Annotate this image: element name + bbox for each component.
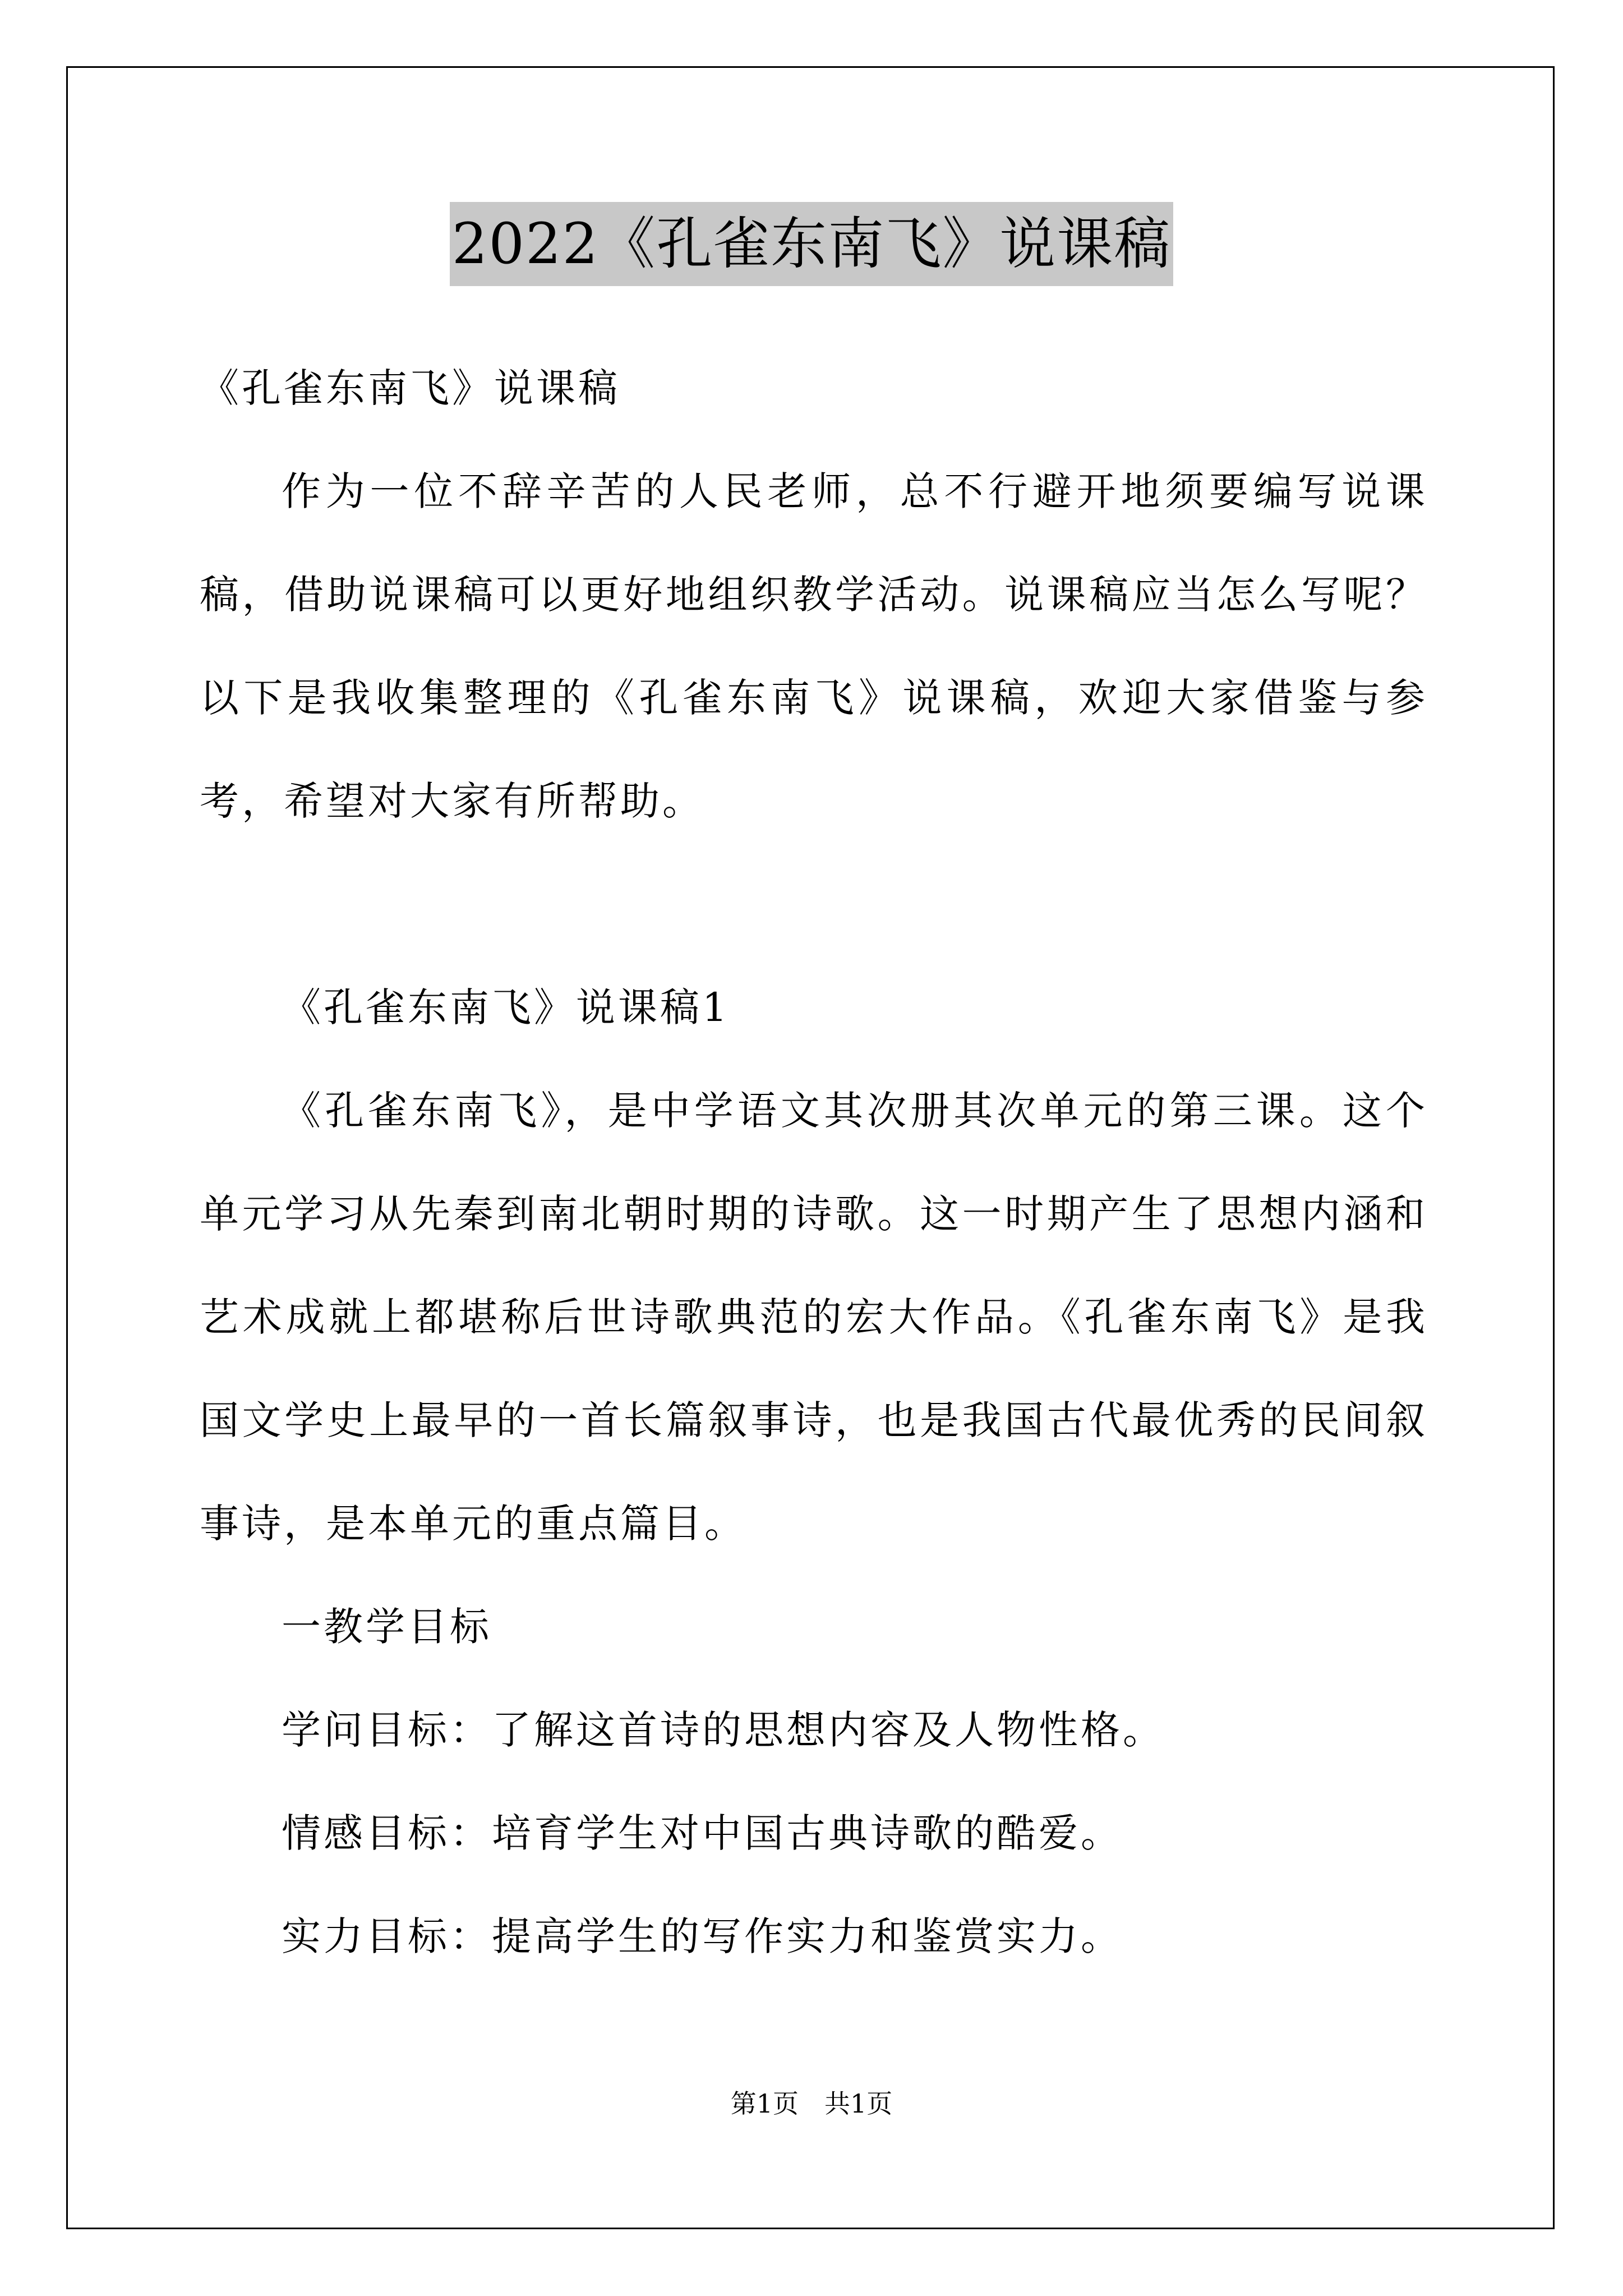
intro-paragraph: 作为一位不辞辛苦的人民老师，总不行避开地须要编写说课稿，借助说课稿可以更好地组织教学活动。说课稿应当怎么写呢？以下是我收集整理的《孔雀东南飞》说课稿，欢迎大家借鉴与参考，希望对大家有所帮助。 [200, 468, 1428, 824]
document-subtitle: 《孔雀东南飞》说课稿 [200, 365, 620, 411]
document-title: 2022《孔雀东南飞》说课稿 [450, 202, 1174, 286]
document-body [200, 337, 1428, 1988]
section-paragraph: 《孔雀东南飞》，是中学语文其次册其次单元的第三课。这个单元学习从先秦到南北朝时期的诗歌。这一时期产生了思想内涵和艺术成就上都堪称后世诗歌典范的宏大作品。《孔雀东南飞》是我国文学史上最早的一首长篇叙事诗，也是我国古代最优秀的民间叙事诗，是本单元的重点篇目。 [200, 1088, 1428, 1547]
section-heading: 《孔雀东南飞》说课稿1 [282, 984, 730, 1030]
page-footer [0, 2087, 1623, 2120]
objective-ability: 实力目标：提高学生的写作实力和鉴赏实力。 [282, 1913, 1123, 1959]
page-total: 共1页 [824, 2088, 893, 2119]
page-number: 第1页 [730, 2088, 799, 2119]
paragraph-gap [200, 853, 1428, 956]
objective-emotion: 情感目标：培育学生对中国古典诗歌的酷爱。 [282, 1810, 1123, 1856]
title-area [0, 202, 1623, 286]
objectives-heading: 一教学目标 [282, 1604, 492, 1650]
objective-knowledge: 学问目标：了解这首诗的思想内容及人物性格。 [282, 1707, 1165, 1753]
